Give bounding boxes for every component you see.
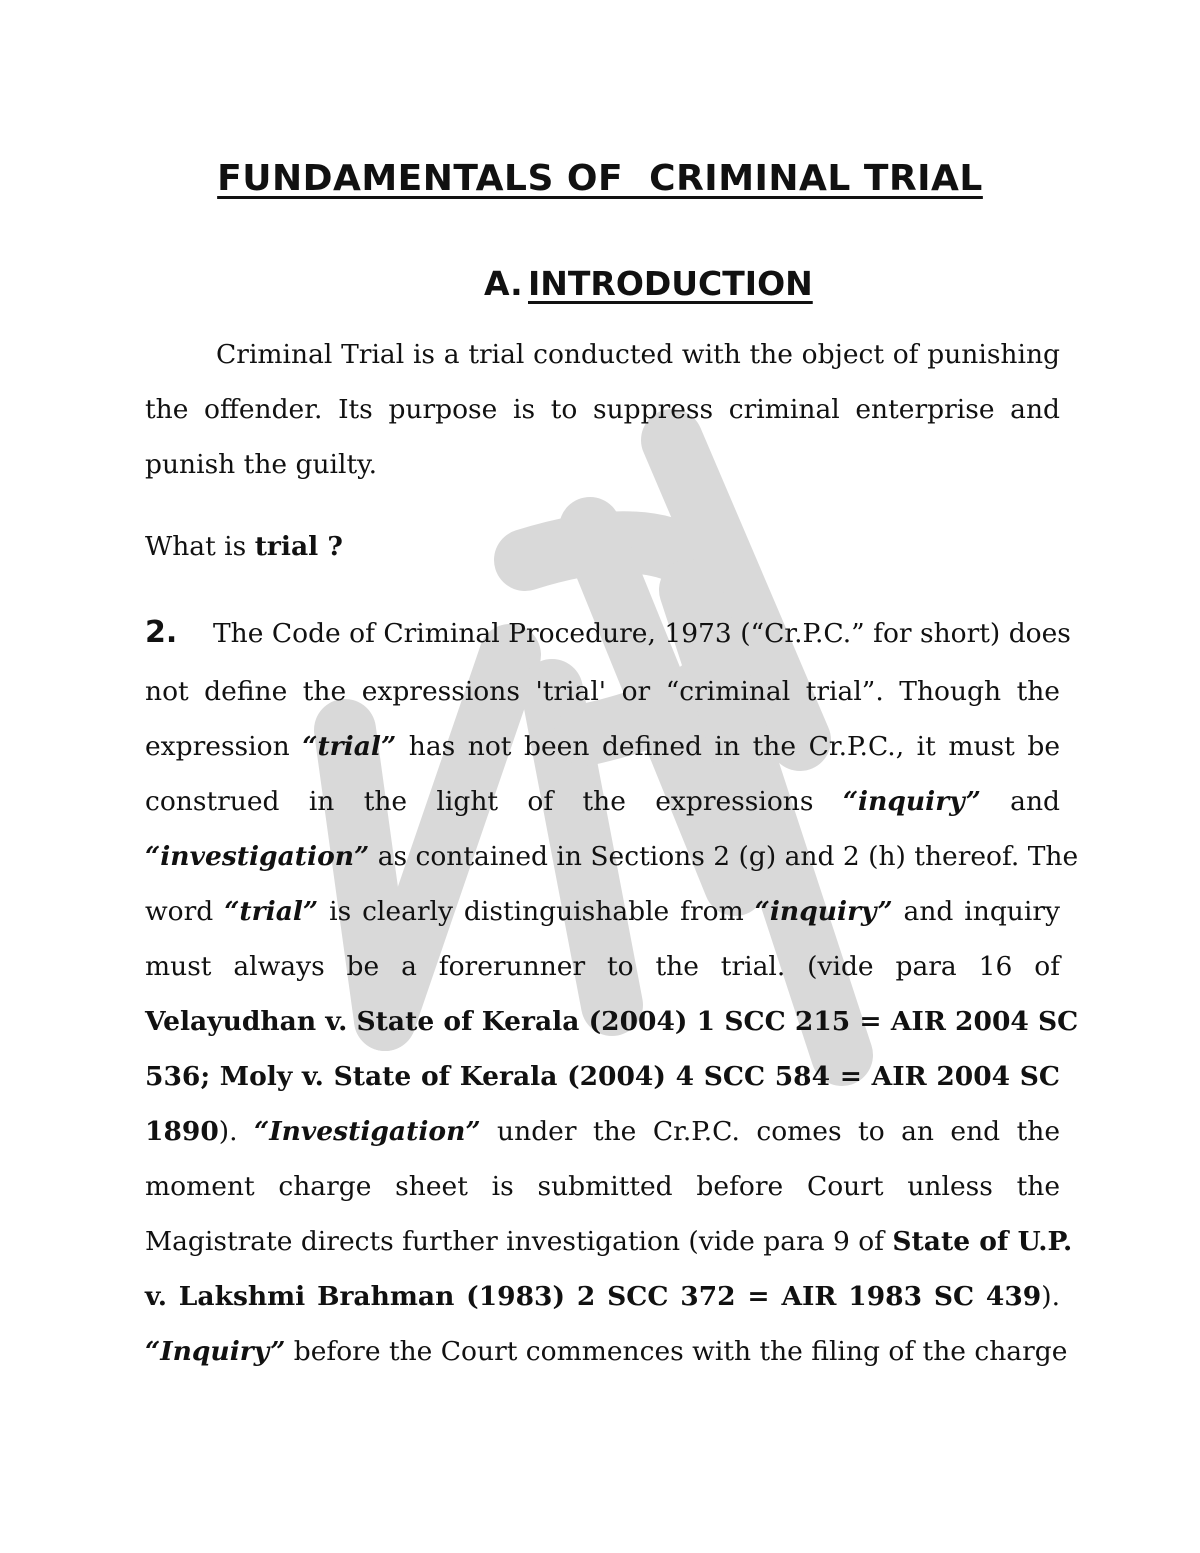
- para2-line-13: [145, 1277, 1060, 1317]
- text-run: and inquiry: [892, 896, 1060, 927]
- para2-line-1: [145, 613, 1071, 653]
- text-run: has not been defined in the Cr.P.C., it must be: [396, 731, 1061, 762]
- document-title: FUNDAMENTALS OF CRIMINAL TRIAL: [217, 158, 983, 199]
- section-heading-text: INTRODUCTION: [528, 264, 813, 303]
- text-run: must always be a forerunner to the trial. (vide para 16 of: [145, 951, 1060, 982]
- emphasized-term: “Inquiry”: [145, 1336, 286, 1367]
- text-run: under the Cr.P.C. comes to an end the: [480, 1116, 1061, 1147]
- case-citation: v. Lakshmi Brahman (1983) 2 SCC 372 = AIR 1983 SC 439: [145, 1281, 1042, 1312]
- text-run: moment charge sheet is submitted before Court unless the: [145, 1171, 1060, 1202]
- text-run: ).: [218, 1116, 254, 1147]
- para2-line-6: [145, 892, 1060, 932]
- text-run: not define the expressions 'trial' or “criminal trial”. Though the: [145, 676, 1060, 707]
- case-citation: State of U.P.: [892, 1226, 1073, 1257]
- emphasized-term: “Investigation”: [254, 1116, 481, 1147]
- emphasized-term: “inquiry”: [754, 896, 893, 927]
- intro-line-2: the offender. Its purpose is to suppress criminal enterprise and: [145, 394, 1060, 425]
- intro-line-3: punish the guilty.: [145, 449, 377, 480]
- text-run: expression: [145, 731, 303, 762]
- case-citation: 536; Moly v. State of Kerala (2004) 4 SCC 584 = AIR 2004 SC: [145, 1061, 1060, 1092]
- para2-line-9: [145, 1057, 1060, 1097]
- case-citation: 1890: [145, 1116, 219, 1147]
- para2-line-14: [145, 1332, 1068, 1372]
- question-line: [145, 527, 1060, 567]
- para2-line-11: [145, 1167, 1060, 1207]
- text-run: The Code of Criminal Procedure, 1973 (“Cr.P.C.” for short) does: [213, 618, 1071, 649]
- emphasized-term: “inquiry”: [842, 786, 981, 817]
- para2-line-4: [145, 782, 1060, 822]
- question-term: trial ?: [254, 531, 343, 562]
- text-run: Magistrate directs further investigation (vide para 9 of: [145, 1226, 893, 1257]
- para2-line-8: [145, 1002, 1079, 1042]
- text-run: is clearly distinguishable from: [318, 896, 755, 927]
- para2-line-7: [145, 947, 1060, 987]
- text-run: ).: [1041, 1281, 1060, 1312]
- emphasized-term: “trial”: [224, 896, 319, 927]
- text-run: and: [980, 786, 1060, 817]
- para2-line-3: [145, 727, 1060, 767]
- text-run: word: [145, 896, 225, 927]
- text-run: construed in the light of the expressions: [145, 786, 843, 817]
- text-run: before the Court commences with the filing of the charge: [285, 1336, 1068, 1367]
- para2-line-12: [145, 1222, 1073, 1262]
- intro-line-1: Criminal Trial is a trial conducted with the object of punishing: [216, 339, 1060, 370]
- section-label: A.: [484, 264, 523, 303]
- text-run: as contained in Sections 2 (g) and 2 (h) thereof. The: [369, 841, 1079, 872]
- paragraph-number: 2.: [145, 615, 178, 650]
- emphasized-term: “trial”: [302, 731, 397, 762]
- question-prefix: What is: [145, 531, 255, 562]
- para2-line-5: [145, 837, 1079, 877]
- para2-line-10: [145, 1112, 1060, 1152]
- emphasized-term: “investigation”: [145, 841, 370, 872]
- case-citation: Velayudhan v. State of Kerala (2004) 1 SCC 215 = AIR 2004 SC: [145, 1006, 1079, 1037]
- para2-line-2: [145, 672, 1060, 712]
- section-heading: [484, 264, 813, 303]
